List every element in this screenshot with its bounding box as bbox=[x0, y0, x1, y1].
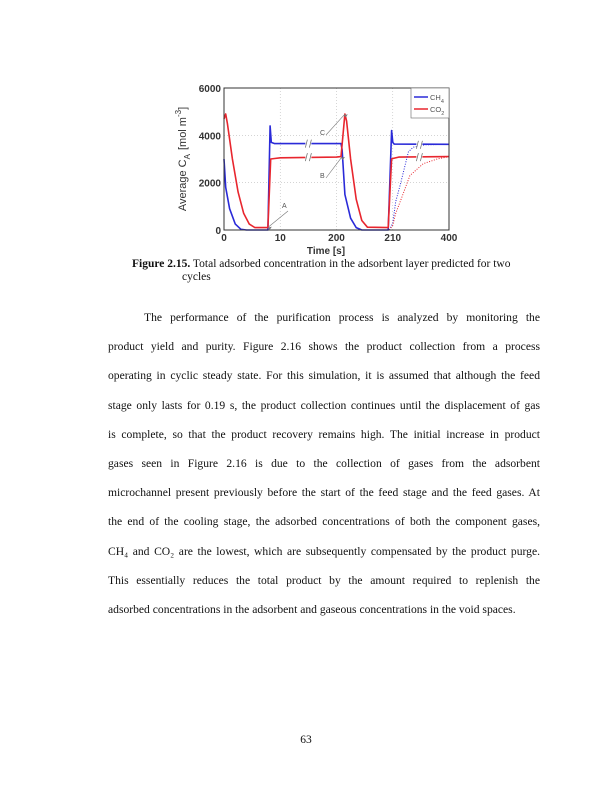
legend bbox=[411, 88, 449, 118]
annotation-arrow bbox=[269, 211, 288, 227]
annotation-arrow bbox=[326, 157, 342, 178]
paragraph-line: This essentially reduces the total product by the amount required to replenish the bbox=[108, 573, 540, 587]
adsorbed-concentration-chart bbox=[160, 75, 470, 265]
page-number: 63 bbox=[300, 734, 312, 746]
x-axis-label: Time [s] bbox=[306, 246, 346, 257]
paragraph-line: stage only lasts for 0.19 s, the product collection continues until the displacement of gas bbox=[108, 398, 540, 412]
annotation-label: A bbox=[282, 203, 287, 210]
paragraph-line: the end of the cooling stage, the adsorbed concentrations of both the component gases, bbox=[108, 515, 540, 529]
x-tick-label: 400 bbox=[440, 233, 458, 244]
annotations bbox=[268, 114, 348, 229]
y-tick-label: 6000 bbox=[198, 84, 221, 95]
legend-label-co2: $CO_2$ bbox=[430, 105, 445, 117]
legend-label-ch4: $CH_4$ bbox=[430, 93, 444, 105]
y-tick-label: 2000 bbox=[198, 178, 221, 190]
y-tick-label: 0 bbox=[215, 226, 221, 237]
annotation-arrow bbox=[326, 114, 345, 135]
paragraph-line: is complete, so that the product recovery remains high. The initial increase in product bbox=[108, 427, 540, 441]
body-paragraph bbox=[108, 310, 540, 631]
caption-text: Total adsorbed concentration in the adsorbent layer predicted for two bbox=[192, 258, 511, 270]
paragraph-line: gases seen in Figure 2.16 is due to the collection of gases from the adsorbent bbox=[108, 456, 540, 470]
x-tick-label: 10 bbox=[274, 233, 286, 244]
x-tick-label: 200 bbox=[328, 233, 345, 244]
y-tick-label: 4000 bbox=[198, 131, 221, 143]
x-tick-label: 0 bbox=[221, 233, 227, 244]
x-tick-label: 210 bbox=[384, 233, 402, 244]
paragraph-line: adsorbed concentrations in the adsorbent and gaseous concentrations in the void spaces. bbox=[108, 602, 516, 616]
paragraph-line: The performance of the purification process is analyzed by monitoring the bbox=[144, 311, 540, 324]
y-axis-label: Average $C_A[mol$ $m^{-3}$] bbox=[174, 106, 192, 212]
paragraph-line: microchannel present previously before the start of the feed stage and the feed gases. At bbox=[108, 486, 540, 500]
caption-label: Figure 2.15. bbox=[132, 258, 191, 270]
annotation-label: B bbox=[320, 173, 325, 180]
caption-text-cont: cycles bbox=[182, 271, 211, 283]
figure-caption bbox=[132, 258, 512, 284]
paragraph-line: product yield and purity. Figure 2.16 shows the product collection from a process bbox=[108, 340, 540, 354]
paragraph-line: operating in cyclic steady state. For this simulation, it is assumed that although the feed bbox=[108, 369, 540, 383]
paragraph-line: CH₄ and CO₂ are the lowest, which are subsequently compensated by the product purge. bbox=[108, 544, 540, 558]
annotation-label: C bbox=[320, 130, 326, 137]
